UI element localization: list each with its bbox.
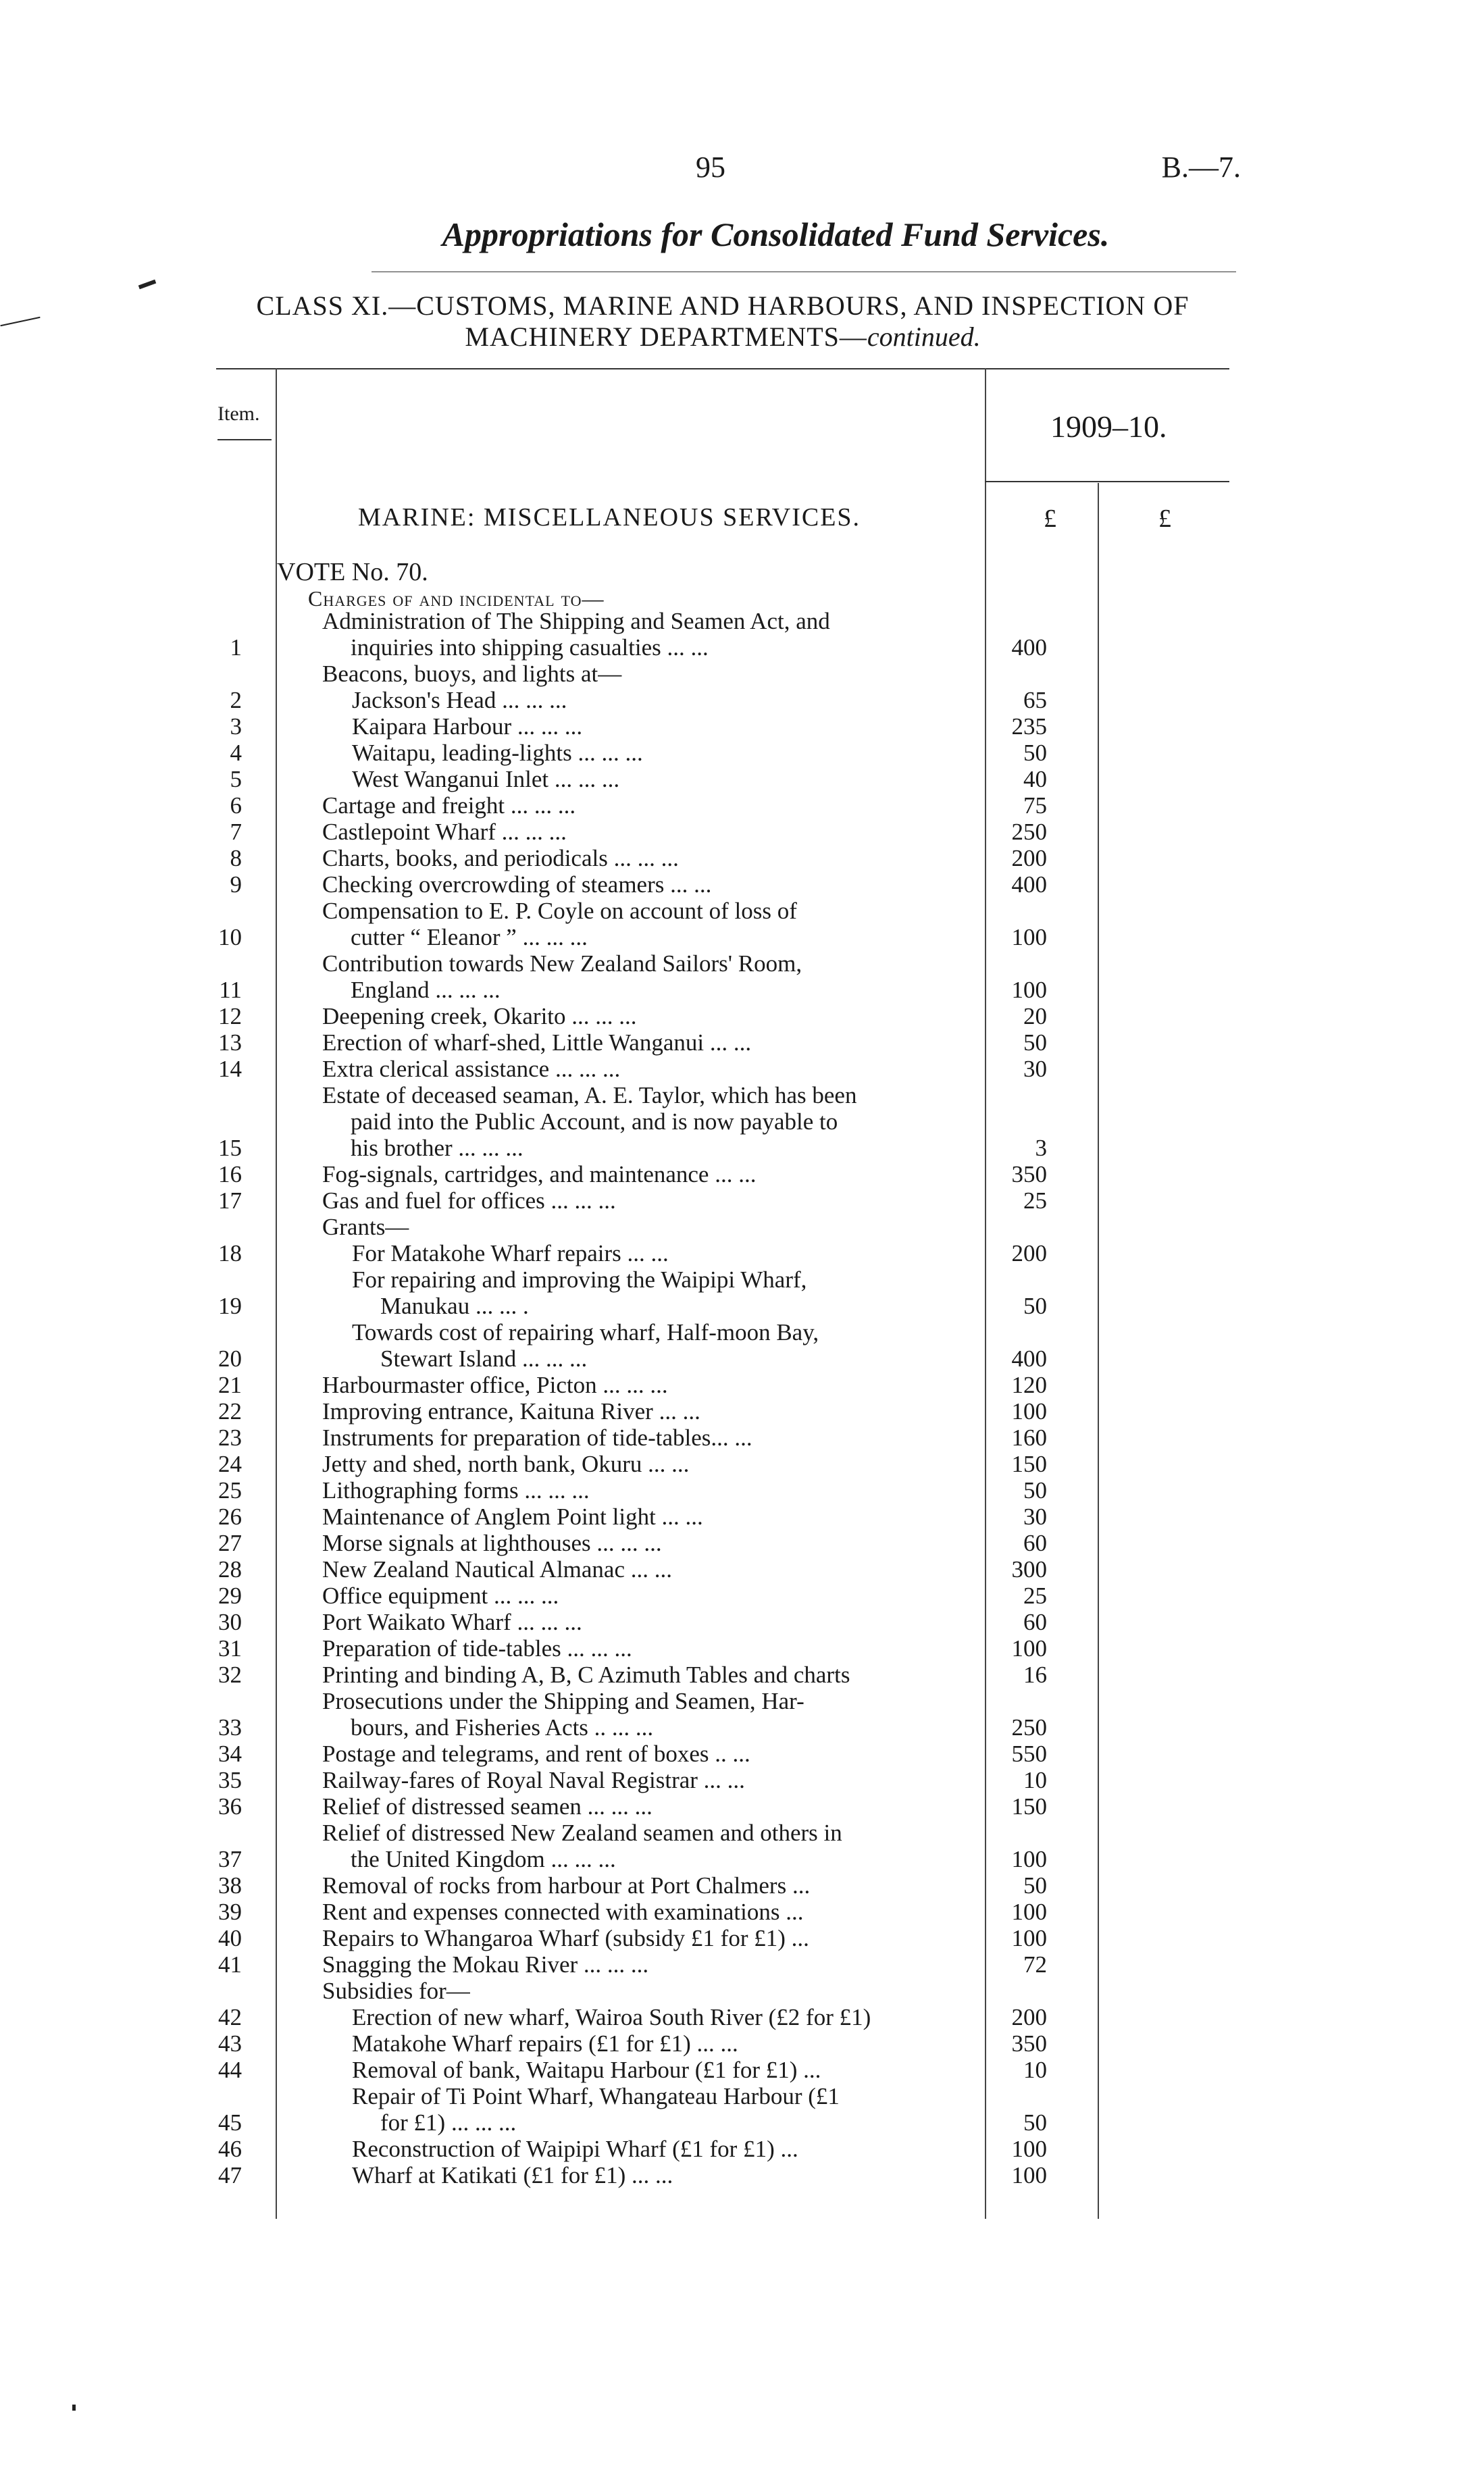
table-row <box>0 1662 1484 1688</box>
item-description <box>263 661 919 687</box>
item-amount: 100 <box>1011 2136 1047 2162</box>
item-header-rule <box>218 439 272 440</box>
table-row <box>0 871 1484 898</box>
description-line: the United Kingdom ... ... ... <box>351 1846 616 1872</box>
description-line: Gas and fuel for offices ... ... ... <box>322 1187 616 1214</box>
item-number: 11 <box>219 977 242 1003</box>
item-description <box>263 1266 919 1319</box>
item-amount: 20 <box>1023 1003 1047 1029</box>
item-description <box>263 898 919 950</box>
description-line: Maintenance of Anglem Point light ... ... <box>322 1504 703 1530</box>
item-description <box>263 1978 919 2004</box>
description-line: West Wanganui Inlet ... ... ... <box>352 766 620 792</box>
table-row <box>0 1741 1484 1767</box>
item-number: 9 <box>230 871 242 898</box>
item-amount: 400 <box>1011 634 1047 661</box>
description-line: bours, and Fisheries Acts .. ... ... <box>351 1714 654 1741</box>
table-row <box>0 1372 1484 1398</box>
table-row <box>0 661 1484 687</box>
pound-symbol-column2: £ <box>1158 505 1171 533</box>
description-line: Repair of Ti Point Wharf, Whangateau Harbour (£1 <box>352 2083 840 2109</box>
item-number: 40 <box>218 1925 242 1951</box>
item-description <box>263 950 919 1003</box>
description-line: Compensation to E. P. Coyle on account of loss of <box>322 898 797 924</box>
table-row <box>0 1266 1484 1319</box>
item-number: 7 <box>230 819 242 845</box>
item-number: 32 <box>218 1662 242 1688</box>
description-line: Wharf at Katikati (£1 for £1) ... ... <box>352 2162 673 2188</box>
description-line: Deepening creek, Okarito ... ... ... <box>322 1003 637 1029</box>
table-row <box>0 1530 1484 1556</box>
description-line: Lithographing forms ... ... ... <box>322 1477 590 1504</box>
item-amount: 100 <box>1011 977 1047 1003</box>
item-description <box>263 1398 919 1425</box>
section-title: MARINE: MISCELLANEOUS SERVICES. <box>358 503 861 532</box>
table-row <box>0 1240 1484 1266</box>
description-line: Erection of wharf-shed, Little Wanganui ... ... <box>322 1029 752 1056</box>
table-row <box>0 1451 1484 1477</box>
table-row <box>0 766 1484 792</box>
item-amount: 250 <box>1011 819 1047 845</box>
table-row <box>0 1978 1484 2004</box>
item-description <box>263 1240 919 1266</box>
item-number: 31 <box>218 1635 242 1662</box>
item-number: 30 <box>218 1609 242 1635</box>
table-row <box>0 1319 1484 1372</box>
table-row <box>0 1003 1484 1029</box>
description-line: Removal of bank, Waitapu Harbour (£1 for £1) ... <box>352 2057 821 2083</box>
item-amount: 100 <box>1011 1846 1047 1872</box>
item-amount: 300 <box>1011 1556 1047 1583</box>
item-number: 3 <box>230 713 242 740</box>
table-row <box>0 1767 1484 1793</box>
description-line: Office equipment ... ... ... <box>322 1583 559 1609</box>
page-title: Appropriations for Consolidated Fund Services. <box>442 215 1110 253</box>
description-line: For Matakohe Wharf repairs ... ... <box>352 1240 669 1266</box>
item-description <box>263 1767 919 1793</box>
description-line: Repairs to Whangaroa Wharf (subsidy £1 for £1) ... <box>322 1925 809 1951</box>
item-amount: 30 <box>1023 1504 1047 1530</box>
item-number: 27 <box>218 1530 242 1556</box>
description-line: Kaipara Harbour ... ... ... <box>352 713 583 740</box>
item-description <box>263 792 919 819</box>
table-row <box>0 845 1484 871</box>
item-amount: 25 <box>1023 1583 1047 1609</box>
item-number: 2 <box>230 687 242 713</box>
item-description <box>263 766 919 792</box>
item-number: 44 <box>218 2057 242 2083</box>
item-number: 25 <box>218 1477 242 1504</box>
description-line: paid into the Public Account, and is now payable to <box>351 1108 838 1135</box>
table-top-rule <box>216 368 1229 369</box>
table-row <box>0 1398 1484 1425</box>
item-number: 17 <box>218 1187 242 1214</box>
item-amount: 100 <box>1011 924 1047 950</box>
item-description <box>263 1793 919 1820</box>
description-line: inquiries into shipping casualties ... ... <box>351 634 709 661</box>
item-number: 1 <box>230 634 242 661</box>
item-amount: 50 <box>1023 1872 1047 1899</box>
description-line: Printing and binding A, B, C Azimuth Tables and charts <box>322 1662 850 1688</box>
item-number: 43 <box>218 2030 242 2057</box>
item-amount: 40 <box>1023 766 1047 792</box>
item-amount: 150 <box>1011 1793 1047 1820</box>
item-amount: 200 <box>1011 2004 1047 2030</box>
item-number: 45 <box>218 2109 242 2136</box>
description-line: Relief of distressed seamen ... ... ... <box>322 1793 653 1820</box>
item-amount: 150 <box>1011 1451 1047 1477</box>
item-number: 46 <box>218 2136 242 2162</box>
item-amount: 16 <box>1023 1662 1047 1688</box>
item-number: 39 <box>218 1899 242 1925</box>
item-description <box>263 1872 919 1899</box>
item-description <box>263 1820 919 1872</box>
item-amount: 100 <box>1011 1398 1047 1425</box>
table-row <box>0 740 1484 766</box>
description-line: Erection of new wharf, Wairoa South River (£2 for £1) <box>352 2004 871 2030</box>
page-number: 95 <box>696 151 725 184</box>
item-description <box>263 845 919 871</box>
description-line: cutter “ Eleanor ” ... ... ... <box>351 924 588 950</box>
table-row <box>0 1820 1484 1872</box>
description-line: Harbourmaster office, Picton ... ... ... <box>322 1372 668 1398</box>
item-amount: 50 <box>1023 1293 1047 1319</box>
margin-mark <box>0 317 40 326</box>
item-amount: 100 <box>1011 2162 1047 2188</box>
description-line: Jetty and shed, north bank, Okuru ... ... <box>322 1451 690 1477</box>
item-amount: 100 <box>1011 1635 1047 1662</box>
table-row <box>0 1029 1484 1056</box>
item-number: 29 <box>218 1583 242 1609</box>
item-number: 37 <box>218 1846 242 1872</box>
item-description <box>263 687 919 713</box>
description-line: Contribution towards New Zealand Sailors' Room, <box>322 950 802 977</box>
margin-mark <box>72 2405 76 2411</box>
item-column-header: Item. <box>218 403 260 425</box>
vote-heading: VOTE No. 70. <box>277 558 428 586</box>
description-line: For repairing and improving the Waipipi Wharf, <box>352 1266 807 1293</box>
description-line: Port Waikato Wharf ... ... ... <box>322 1609 582 1635</box>
table-row <box>0 792 1484 819</box>
table-row <box>0 2004 1484 2030</box>
description-line: Extra clerical assistance ... ... ... <box>322 1056 621 1082</box>
item-description <box>263 1556 919 1583</box>
item-number: 18 <box>218 1240 242 1266</box>
description-line: Matakohe Wharf repairs (£1 for £1) ... ... <box>352 2030 738 2057</box>
item-amount: 10 <box>1023 1767 1047 1793</box>
class-heading-line1: CLASS XI.—CUSTOMS, MARINE AND HARBOURS, AND INSPECTION OF <box>256 290 1189 321</box>
table-row <box>0 819 1484 845</box>
description-line: Postage and telegrams, and rent of boxes .. ... <box>322 1741 750 1767</box>
item-amount: 65 <box>1023 687 1047 713</box>
item-description <box>263 1477 919 1504</box>
item-amount: 10 <box>1023 2057 1047 2083</box>
item-description <box>263 1635 919 1662</box>
item-number: 6 <box>230 792 242 819</box>
description-line: Removal of rocks from harbour at Port Chalmers ... <box>322 1872 811 1899</box>
table-row <box>0 713 1484 740</box>
item-amount: 235 <box>1011 713 1047 740</box>
item-amount: 60 <box>1023 1530 1047 1556</box>
item-amount: 100 <box>1011 1899 1047 1925</box>
item-description <box>263 1451 919 1477</box>
table-row <box>0 1872 1484 1899</box>
table-row <box>0 1556 1484 1583</box>
table-row <box>0 898 1484 950</box>
item-amount: 50 <box>1023 2109 1047 2136</box>
description-line: Charts, books, and periodicals ... ... ... <box>322 845 679 871</box>
item-description <box>263 713 919 740</box>
description-line: Fog-signals, cartridges, and maintenance ... ... <box>322 1161 757 1187</box>
item-description <box>263 2057 919 2083</box>
description-line: Towards cost of repairing wharf, Half-moon Bay, <box>352 1319 819 1345</box>
item-amount: 50 <box>1023 1029 1047 1056</box>
item-description <box>263 1583 919 1609</box>
item-number: 34 <box>218 1741 242 1767</box>
item-amount: 120 <box>1011 1372 1047 1398</box>
table-row <box>0 1161 1484 1187</box>
item-number: 41 <box>218 1951 242 1978</box>
table-row <box>0 2030 1484 2057</box>
table-row <box>0 1609 1484 1635</box>
description-line: Grants— <box>322 1214 409 1240</box>
table-row <box>0 608 1484 661</box>
item-amount: 30 <box>1023 1056 1047 1082</box>
description-line: Estate of deceased seaman, A. E. Taylor, which has been <box>322 1082 857 1108</box>
table-row <box>0 1951 1484 1978</box>
item-description <box>263 1214 919 1240</box>
item-number: 12 <box>218 1003 242 1029</box>
item-number: 14 <box>218 1056 242 1082</box>
item-description <box>263 2030 919 2057</box>
description-line: his brother ... ... ... <box>351 1135 523 1161</box>
class-heading <box>216 290 1229 353</box>
item-description <box>263 871 919 898</box>
table-row <box>0 2083 1484 2136</box>
description-line: Stewart Island ... ... ... <box>380 1345 588 1372</box>
item-number: 5 <box>230 766 242 792</box>
description-line: Relief of distressed New Zealand seamen and others in <box>322 1820 842 1846</box>
item-description <box>263 1688 919 1741</box>
description-line: Railway-fares of Royal Naval Registrar ... ... <box>322 1767 745 1793</box>
item-amount: 72 <box>1023 1951 1047 1978</box>
table-row <box>0 1635 1484 1662</box>
description-line: for £1) ... ... ... <box>380 2109 517 2136</box>
table-row <box>0 1056 1484 1082</box>
description-line: Improving entrance, Kaituna River ... ... <box>322 1398 700 1425</box>
item-number: 38 <box>218 1872 242 1899</box>
item-description <box>263 2083 919 2136</box>
year-header-rule <box>985 481 1229 482</box>
table-row <box>0 950 1484 1003</box>
item-amount: 160 <box>1011 1425 1047 1451</box>
table-row <box>0 1793 1484 1820</box>
item-amount: 550 <box>1011 1741 1047 1767</box>
table-row <box>0 2162 1484 2188</box>
item-amount: 400 <box>1011 871 1047 898</box>
item-description <box>263 1056 919 1082</box>
table-row <box>0 1899 1484 1925</box>
description-line: Checking overcrowding of steamers ... ... <box>322 871 712 898</box>
table-row <box>0 2057 1484 2083</box>
item-amount: 250 <box>1011 1714 1047 1741</box>
item-description <box>263 1372 919 1398</box>
item-description <box>263 1951 919 1978</box>
item-number: 35 <box>218 1767 242 1793</box>
table-row <box>0 687 1484 713</box>
item-description <box>263 1161 919 1187</box>
item-number: 36 <box>218 1793 242 1820</box>
item-number: 15 <box>218 1135 242 1161</box>
item-number: 47 <box>218 2162 242 2188</box>
item-number: 33 <box>218 1714 242 1741</box>
description-line: Jackson's Head ... ... ... <box>352 687 567 713</box>
item-description <box>263 1319 919 1372</box>
item-description <box>263 1187 919 1214</box>
item-number: 10 <box>218 924 242 950</box>
item-description <box>263 2004 919 2030</box>
description-line: Cartage and freight ... ... ... <box>322 792 576 819</box>
item-description <box>263 740 919 766</box>
item-number: 22 <box>218 1398 242 1425</box>
item-description <box>263 2162 919 2188</box>
description-line: Snagging the Mokau River ... ... ... <box>322 1951 649 1978</box>
item-amount: 400 <box>1011 1345 1047 1372</box>
item-number: 19 <box>218 1293 242 1319</box>
table-row <box>0 1925 1484 1951</box>
item-number: 24 <box>218 1451 242 1477</box>
table-row <box>0 1504 1484 1530</box>
item-amount: 350 <box>1011 1161 1047 1187</box>
item-description <box>263 1425 919 1451</box>
item-number: 13 <box>218 1029 242 1056</box>
item-amount: 200 <box>1011 1240 1047 1266</box>
year-column-header: 1909–10. <box>1050 409 1167 444</box>
description-line: Prosecutions under the Shipping and Seamen, Har- <box>322 1688 804 1714</box>
pound-symbol-column1: £ <box>1044 505 1056 533</box>
item-description <box>263 1741 919 1767</box>
table-row <box>0 1688 1484 1741</box>
appropriation-rows <box>0 608 1484 2188</box>
table-row <box>0 1214 1484 1240</box>
page-reference: B.—7. <box>1161 151 1241 184</box>
item-amount: 350 <box>1011 2030 1047 2057</box>
item-amount: 60 <box>1023 1609 1047 1635</box>
item-amount: 200 <box>1011 845 1047 871</box>
item-description <box>263 1609 919 1635</box>
item-number: 42 <box>218 2004 242 2030</box>
margin-mark <box>138 280 156 290</box>
description-line: Castlepoint Wharf ... ... ... <box>322 819 567 845</box>
item-description <box>263 1662 919 1688</box>
table-row <box>0 1082 1484 1161</box>
item-number: 16 <box>218 1161 242 1187</box>
description-line: Morse signals at lighthouses ... ... ... <box>322 1530 662 1556</box>
item-amount: 50 <box>1023 740 1047 766</box>
item-amount: 100 <box>1011 1925 1047 1951</box>
item-description <box>263 1504 919 1530</box>
item-description <box>263 2136 919 2162</box>
table-row <box>0 1425 1484 1451</box>
item-number: 20 <box>218 1345 242 1372</box>
table-row <box>0 1477 1484 1504</box>
description-line: Waitapu, leading-lights ... ... ... <box>352 740 643 766</box>
item-amount: 75 <box>1023 792 1047 819</box>
description-line: Beacons, buoys, and lights at— <box>322 661 622 687</box>
description-line: Subsidies for— <box>322 1978 470 2004</box>
description-line: New Zealand Nautical Almanac ... ... <box>322 1556 672 1583</box>
item-description <box>263 1003 919 1029</box>
item-number: 8 <box>230 845 242 871</box>
table-row <box>0 1187 1484 1214</box>
class-heading-line2 <box>216 322 1229 353</box>
item-number: 21 <box>218 1372 242 1398</box>
item-description <box>263 608 919 661</box>
class-heading-continued: continued. <box>867 322 981 352</box>
item-number: 4 <box>230 740 242 766</box>
description-line: Administration of The Shipping and Seamen Act, and <box>322 608 830 634</box>
item-description <box>263 1029 919 1056</box>
item-number: 26 <box>218 1504 242 1530</box>
class-heading-line2-text: MACHINERY DEPARTMENTS— <box>465 322 867 352</box>
item-number: 28 <box>218 1556 242 1583</box>
description-line: Manukau ... ... . <box>380 1293 529 1319</box>
description-line: England ... ... ... <box>351 977 501 1003</box>
item-amount: 25 <box>1023 1187 1047 1214</box>
item-amount: 3 <box>1035 1135 1047 1161</box>
charges-heading: Charges of and incidental to— <box>308 586 605 611</box>
item-description <box>263 1899 919 1925</box>
table-row <box>0 1583 1484 1609</box>
item-amount: 50 <box>1023 1477 1047 1504</box>
item-description <box>263 1082 919 1161</box>
description-line: Instruments for preparation of tide-tables... ... <box>322 1425 752 1451</box>
description-line: Rent and expenses connected with examinations ... <box>322 1899 804 1925</box>
item-description <box>263 1530 919 1556</box>
table-row <box>0 2136 1484 2162</box>
description-line: Preparation of tide-tables ... ... ... <box>322 1635 632 1662</box>
item-description <box>263 819 919 845</box>
item-number: 23 <box>218 1425 242 1451</box>
description-line: Reconstruction of Waipipi Wharf (£1 for £1) ... <box>352 2136 798 2162</box>
item-description <box>263 1925 919 1951</box>
